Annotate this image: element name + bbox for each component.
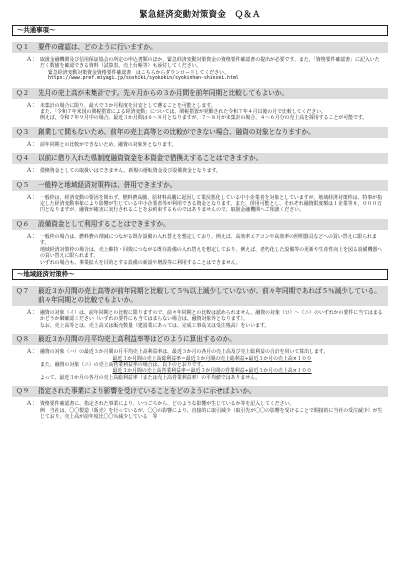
formula-operating-margin: 最近３か月間の売上高営業利益率＝最近３か月間の営業利益÷最近３か月の売上高×１００ xyxy=(112,368,312,375)
answer-line: また、「令和７年米国の関税措置による経済変動」については、関税措置が発動された令和７年４月以後の月で比較してください。 xyxy=(40,109,327,116)
answer-mark: Ａ： xyxy=(26,140,39,148)
answer-line: なお、売上高等とは、売上高又は販売数量（建設業にあっては、完成工事高又は受注残高）をいいます。 xyxy=(40,322,270,329)
answer-mark: Ａ： xyxy=(26,167,39,175)
answer-6 xyxy=(12,234,388,266)
answer-line: 地域経済対策枠の場合は、売上維持・回復につながる既存設備の入れ替えを想定しており、例えば、老朽化した設備等の更新や生産性向上を図る設備機器への買い替えに限られます。 xyxy=(40,246,383,260)
question-9 xyxy=(12,386,388,397)
question-number: Ｑ８ xyxy=(16,335,30,344)
answer-4 xyxy=(12,168,388,174)
question-text: 以前に借り入れた県制度融資資金を本資金で借換えすることはできますか。 xyxy=(38,154,263,163)
question-text: 最近３か月間の月平均売上高利益率等はどのように算出するのか。 xyxy=(38,335,236,344)
section-regional: ～地域経済対策枠～ xyxy=(12,269,388,280)
document-title: 緊急経済変動対策資金 Ｑ＆Ａ xyxy=(139,9,261,19)
answer-mark: Ａ： xyxy=(26,348,39,356)
question-number: Ｑ３ xyxy=(16,127,30,136)
question-number: Ｑ５ xyxy=(16,180,30,189)
answer-line: 融資の対象（イ）は、前年同期との比較に限りますので、前々年同期との比較は認められません。融資の対象（ロ）～（ニ）のいずれかの要件に当てはまるかどうか御確認ください（いずれの要件にも当てはまらない場合は、融資対象外となります）。 xyxy=(40,309,383,323)
question-text: 一般枠と地域経済対策枠は、併用できますか。 xyxy=(38,180,177,189)
answer-8 xyxy=(12,349,388,381)
answer-mark: Ａ： xyxy=(26,232,39,240)
answer-line: また、融資の対象（ニ）の売上高営業利益率の場合は、以下のとおりです。 xyxy=(40,361,206,368)
question-1 xyxy=(12,42,388,53)
question-text: 指定された事業により影響を受けていることをどのように示せばよいか。 xyxy=(38,387,256,396)
answer-3 xyxy=(12,142,388,148)
answer-line: よって、最近３か月の各月の売上高総利益率（または売上高営業利益率）の平均値ではありません。 xyxy=(40,374,261,381)
answer-mark: Ａ： xyxy=(26,101,39,109)
answer-mark: Ａ： xyxy=(26,193,39,201)
answer-line: いずれの場合も、事業拡大を目的とする設備の新設や増設等に利用することはできません。 xyxy=(40,259,241,266)
answer-7 xyxy=(12,310,388,329)
question-3 xyxy=(12,127,388,138)
question-number: Ｑ７ xyxy=(16,286,30,295)
question-text: 先月の売上高が未集計です。先々月からの３か月間を前年同期と比較してもよいか。 xyxy=(38,88,289,97)
question-number: Ｑ９ xyxy=(16,387,30,396)
download-link[interactable]: https://www.pref.miyagi.jp/soshiki/syokokin/syokinhan-shinsei.html xyxy=(48,76,239,82)
answer-line: 取扱金融機関及び信用保証協会の所定の申込書類のほか、緊急経済変動対策資金の資格要件確認書の提出が必要です。また、「資格要件確認書」に記入いただく数値を確認できる資料（試算表、売上台帳等）も添付してください。 xyxy=(40,57,380,70)
answer-mark: Ａ： xyxy=(26,308,39,316)
answer-line: 一般枠は、経済変動の要因を問わず、燃料費高騰、原材料高騰に起因して業況悪化している中小企業者を対象としていますが、地域経済対策枠は、特事が指定した経済変動事象により影響が生じている中小企業者等が利用できる資金となります。また、併用可能とし、それぞれ融資限度額は１企業等８，０００万円となりますが、融資が確実に実行されることをお約束するものではありませんので、取扱金融機関へご相談ください。 xyxy=(40,194,382,214)
question-text: 設備資金として利用することはできますか。 xyxy=(38,219,170,228)
formula-gross-margin: 最近３か月間の売上高総利益率＝最近３か月間の売上総利益÷最近３か月の売上高×１００ xyxy=(112,355,312,362)
answer-mark: Ａ： xyxy=(26,56,39,63)
download-note: 緊急経済変動対策資金資格要件確認書 はこちらからダウンロードしてください。 xyxy=(48,69,229,76)
question-text: 要件の確認は、どのように行いますか。 xyxy=(38,43,157,51)
answer-line: 前年同期との比較ができないため、融資の対象外となります。 xyxy=(40,141,177,148)
question-text: 創業して間もないため、前年の売上高等との比較ができない場合、融資の対象となりますか。 xyxy=(38,127,315,136)
answer-line: 例えば、令和７年９月中の場合、最近３か月間は６～８月となりますが、７～８月が未集計の場合、４～６月分の売上高を採用することが可能です。 xyxy=(40,115,368,122)
answer-5 xyxy=(12,195,388,214)
question-7 xyxy=(12,286,388,306)
answer-line: 例 当社は、〇〇製造（販売）を行っているが、〇〇の影響により、直接的に取引減少（取引先が〇〇の影響を受けることで間接的に当社の受注減少）が生じており、売上高が前年度比〇〇％減少している 等 xyxy=(40,407,383,420)
question-4 xyxy=(12,153,388,164)
answer-2 xyxy=(12,103,388,122)
answer-line: 借換資金としての取扱いはできません。新規の運転資金及び設備資金となります。 xyxy=(40,168,221,175)
question-text: 最近３か月間の売上高等が前年同期と比較して５％以上減少していないが、前々年同期であれば５％減少している。前々年同期との比較でもよいか。 xyxy=(38,286,381,304)
section-common: ～共通事項～ xyxy=(12,25,388,36)
answer-line: 資格要件確認書に、指定された事業により、いつごろから、どのような影響が生じているか等を記入してください。 xyxy=(40,401,295,408)
question-number: Ｑ２ xyxy=(16,88,30,97)
answer-line: 一般枠の場合は、燃料費の削減につながる既存設備の入れ替えを想定しており、例えば、高効率エアコンや高効率の照明器具などへの買い替えに限られます。 xyxy=(40,233,377,247)
question-6 xyxy=(12,219,388,230)
question-number: Ｑ１ xyxy=(16,43,30,51)
answer-9 xyxy=(12,401,388,420)
answer-line: 融資の対象（ハ）の最近３か月間の月平均売上高利益率は、最近３か月の各月の売上高及び売上総利益の合計を用いて算出します。 xyxy=(40,349,329,356)
question-5 xyxy=(12,180,388,191)
question-2 xyxy=(12,88,388,99)
question-8 xyxy=(12,334,388,345)
question-number: Ｑ４ xyxy=(16,154,30,163)
answer-1 xyxy=(12,57,388,83)
answer-line: 未集計の場合に限り、最大で３か月程度を目安として遡ることを可能とします。 xyxy=(40,102,216,109)
answer-mark: Ａ： xyxy=(26,400,39,408)
question-number: Ｑ６ xyxy=(16,219,30,228)
